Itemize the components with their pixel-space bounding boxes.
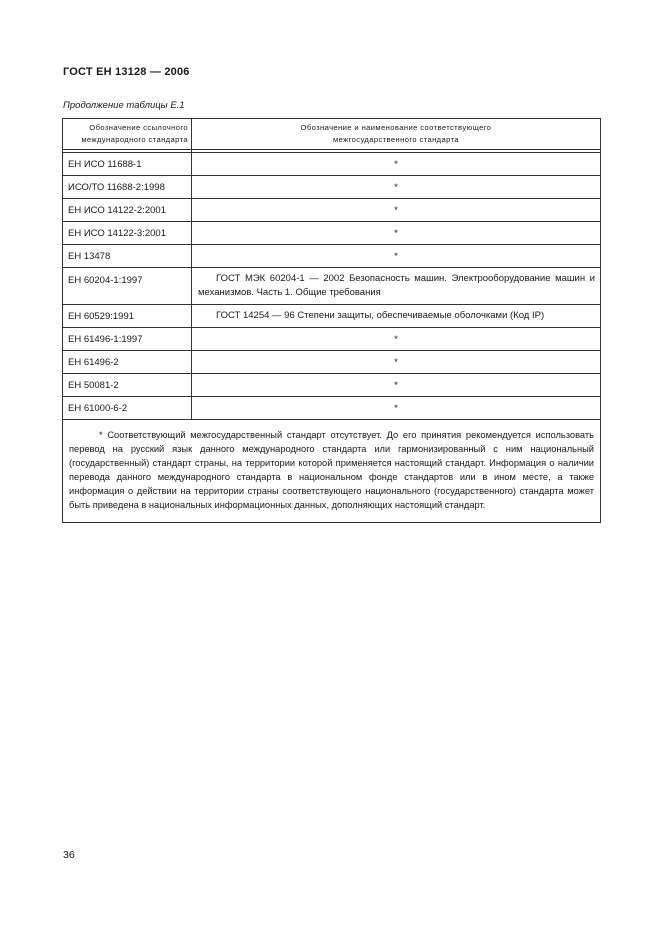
reference-cell: ЕН 60529:1991 [63, 305, 192, 328]
interstate-cell: * [192, 328, 601, 351]
interstate-cell: * [192, 199, 601, 222]
interstate-cell [192, 305, 601, 328]
table-row [63, 222, 601, 245]
footnote-text: * Соответствующий межгосударственный стандарт отсутствует. До его принятия рекомендуется использовать перевод на русский язык данного международного стандарта или гармонизированный с ним национальный (государственный) стандарт страны, на территории которой применяется настоящий стандарт. Информация о наличии перевода данного международного стандарта в национальном фонде стандартов или в ином месте, а также информация о действии на территории страны соответствующего национального (государственного) стандарта может быть приведена в национальных информационных данных, дополняющих настоящий стандарт. [69, 430, 594, 510]
reference-cell: ИСО/ТО 11688-2:1998 [63, 176, 192, 199]
interstate-cell [192, 268, 601, 305]
table-row [63, 268, 601, 305]
reference-cell: ЕН 60204-1:1997 [63, 268, 192, 305]
table-header-row [63, 119, 601, 150]
standards-table [62, 118, 601, 523]
reference-cell: ЕН 61496-1:1997 [63, 328, 192, 351]
column-header-reference [63, 119, 192, 150]
table-row [63, 374, 601, 397]
table-row [63, 153, 601, 176]
reference-cell: ЕН ИСО 14122-2:2001 [63, 199, 192, 222]
column-header-reference-line2: международного стандарта [81, 135, 188, 144]
footnote-row [63, 420, 601, 523]
reference-cell: ЕН 61496-2 [63, 351, 192, 374]
column-header-reference-line1: Обозначение ссылочного [89, 123, 188, 132]
table-caption: Продолжение таблицы Е.1 [63, 100, 185, 111]
page-number: 36 [63, 849, 75, 861]
interstate-text: ГОСТ МЭК 60204-1 — 2002 Безопасность машин. Электрооборудование машин и механизмов. Часть 1. Общие требования [198, 273, 595, 298]
interstate-cell: * [192, 222, 601, 245]
interstate-cell: * [192, 176, 601, 199]
document-title: ГОСТ ЕН 13128 — 2006 [63, 66, 190, 78]
table-row [63, 328, 601, 351]
table-row [63, 176, 601, 199]
footnote-cell [63, 420, 601, 523]
table-row [63, 245, 601, 268]
reference-cell: ЕН 13478 [63, 245, 192, 268]
column-header-interstate-line1: Обозначение и наименование соответствующего [300, 123, 492, 132]
table-row [63, 305, 601, 328]
interstate-cell: * [192, 374, 601, 397]
reference-cell: ЕН ИСО 14122-3:2001 [63, 222, 192, 245]
interstate-cell: * [192, 153, 601, 176]
table-row [63, 199, 601, 222]
reference-cell: ЕН 50081-2 [63, 374, 192, 397]
reference-cell: ЕН 61000-6-2 [63, 397, 192, 420]
interstate-text: ГОСТ 14254 — 96 Степени защиты, обеспечиваемые оболочками (Код IP) [216, 310, 545, 321]
interstate-cell: * [192, 397, 601, 420]
reference-cell: ЕН ИСО 11688-1 [63, 153, 192, 176]
table-row [63, 397, 601, 420]
column-header-interstate [192, 119, 601, 150]
table-row [63, 351, 601, 374]
interstate-cell: * [192, 351, 601, 374]
interstate-cell: * [192, 245, 601, 268]
column-header-interstate-line2: межгосударственного стандарта [332, 135, 459, 144]
